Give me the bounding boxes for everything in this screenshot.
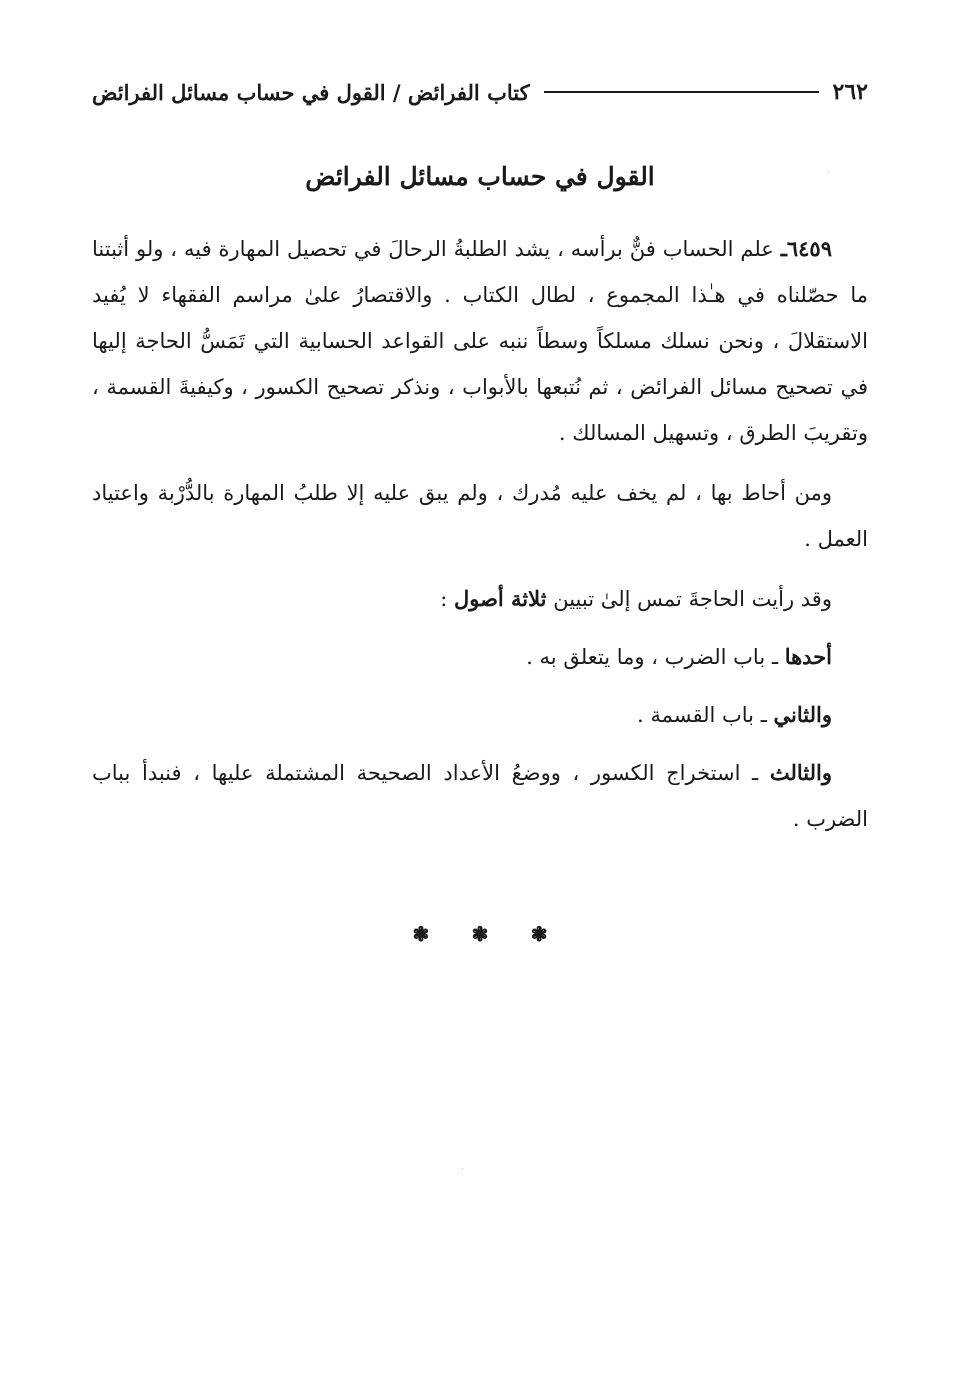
paragraph-colon: :	[440, 587, 454, 611]
principle-text: ـ باب الضرب ، وما يتعلق به .	[526, 645, 785, 669]
principle-text: ـ باب القسمة .	[637, 703, 774, 727]
paragraph-text: ومن أحاط بها ، لم يخف عليه مُدرك ، ولم يبق عليه إلا طلبُ المهارة بالدُّرْبة واعتياد العمل .	[92, 481, 868, 551]
paragraph-text: وقد رأيت الحاجةَ تمس إلىٰ تبيين	[546, 587, 832, 611]
paper-speck	[462, 1168, 463, 1169]
running-header-title: كتاب الفرائض / القول في حساب مسائل الفرائض	[92, 79, 530, 105]
principle-label: أحدها	[784, 644, 832, 669]
header-rule	[544, 91, 819, 93]
ornament-star-icon: ❃	[471, 922, 489, 946]
principle-label: والثاني	[773, 702, 832, 727]
principle-second	[92, 692, 868, 738]
principles-emphasis: ثلاثة أصول	[453, 586, 547, 611]
principle-third	[92, 750, 868, 842]
paragraph-number: ٦٤٥٩ـ	[780, 236, 832, 261]
chapter-title: القول في حساب مسائل الفرائض	[305, 162, 655, 191]
running-header	[92, 74, 868, 110]
paper-speck	[828, 172, 829, 173]
principle-text: ـ استخراج الكسور ، ووضعُ الأعداد الصحيحة المشتملة عليها ، فنبدأ بباب الضرب .	[92, 761, 868, 831]
paragraph-three-principles	[92, 576, 868, 622]
principle-first	[92, 634, 868, 680]
paragraph-mastery	[92, 470, 868, 562]
ornament-star-icon: ❃	[412, 922, 430, 946]
page-number: ٢٦٢	[832, 79, 868, 105]
body-text	[92, 226, 868, 856]
ornament-star-icon: ❃	[530, 922, 548, 946]
paragraph-text: علم الحساب فنٌّ برأسه ، يشد الطلبةُ الرحالَ في تحصيل المهارة فيه ، ولو أثبتنا ما حصّلناه في هـٰذا المجموع ، لطال الكتاب . والاقتصارُ علىٰ مراسم الفقهاء لا يُفيد الاستقلالَ ، ونحن نسلك مسلكاً وسطاً ننبه على القواعد الحسابية التي تَمَسُّ الحاجة إليها في تصحيح مسائل الفرائض ، ثم نُتبعها بالأبواب ، ونذكر تصحيح الكسور ، وكيفيةَ القسمة ، وتقريبَ الطرق ، وتسهيل المسالك .	[92, 237, 868, 445]
paragraph-6459	[92, 226, 868, 456]
principle-label: والثالث	[769, 760, 832, 785]
section-ornaments	[92, 922, 868, 946]
